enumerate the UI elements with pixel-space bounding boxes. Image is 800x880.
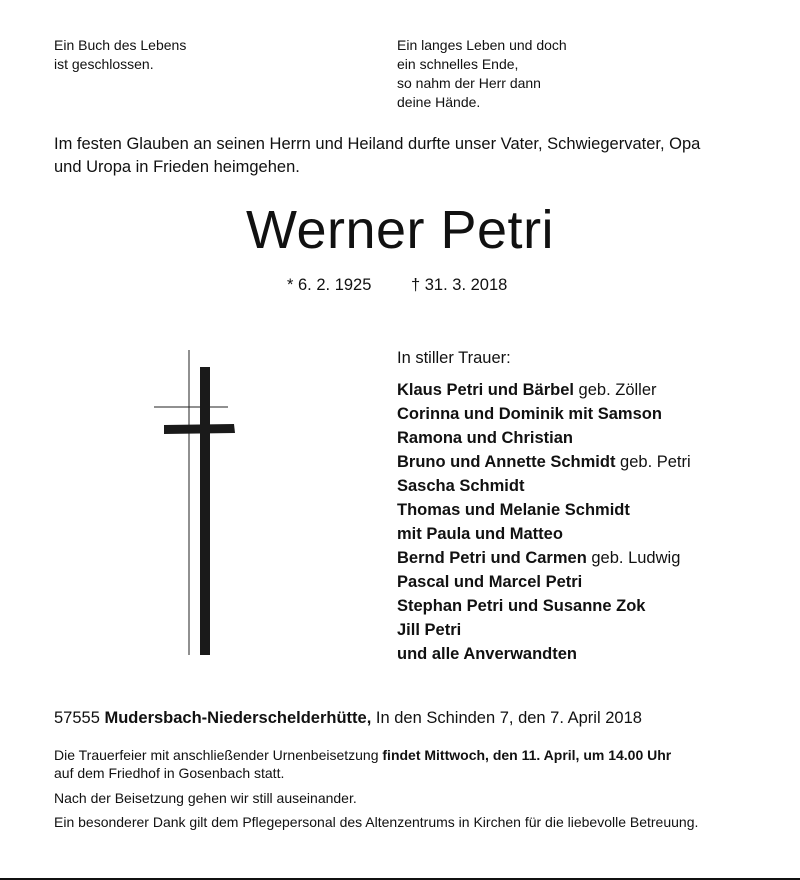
mourner-line: Thomas und Melanie Schmidt: [397, 501, 630, 519]
town: Mudersbach-Niederschelderhütte,: [104, 709, 372, 727]
mourner-line: Stephan Petri und Susanne Zok: [397, 597, 646, 615]
thanks-note: Ein besonderer Dank gilt dem Pflegepersonal des Altenzentrums in Kirchen für die liebevolle Betreuung.: [54, 814, 699, 830]
deceased-name: Werner Petri: [245, 200, 555, 260]
mourner-line: Bernd Petri und Carmen geb. Ludwig: [397, 549, 681, 567]
birth-date: * 6. 2. 1925: [287, 276, 372, 294]
mourner-line: Klaus Petri und Bärbel geb. Zöller: [397, 381, 657, 399]
mourner-line: Corinna und Dominik mit Samson: [397, 405, 662, 423]
death-date: † 31. 3. 2018: [411, 276, 508, 294]
quote-right-line: so nahm der Herr dann: [397, 75, 541, 91]
funeral-info: [54, 746, 746, 782]
address-rest: In den Schinden 7, den 7. April 2018: [371, 709, 642, 727]
quote-right-line: deine Hände.: [397, 94, 481, 110]
mourners-list: [397, 378, 691, 666]
quote-right: [397, 36, 567, 112]
mourner-line: Sascha Schmidt: [397, 477, 525, 495]
intro-text: [54, 133, 754, 179]
funeral-line-1: Die Trauerfeier mit anschließender Urnenbeisetzung findet Mittwoch, den 11. April, um 14.00 Uhr: [54, 747, 672, 763]
mourner-line: mit Paula und Matteo: [397, 525, 563, 543]
mourner-line: Pascal und Marcel Petri: [397, 573, 583, 591]
quote-left: [54, 36, 186, 74]
mourner-line: Ramona und Christian: [397, 429, 574, 447]
zip-code: 57555: [54, 709, 100, 727]
mourner-line: und alle Anverwandten: [397, 645, 578, 663]
quote-left-line: ist geschlossen.: [54, 56, 154, 72]
quote-left-line: Ein Buch des Lebens: [54, 37, 187, 53]
mourning-header: In stiller Trauer:: [397, 349, 511, 367]
address-line: [54, 709, 642, 728]
cross-icon: [150, 345, 250, 660]
mourner-line: Bruno und Annette Schmidt geb. Petri: [397, 453, 691, 471]
intro-line: Im festen Glauben an seinen Herrn und Heiland durfte unser Vater, Schwiegervater, Opa: [54, 135, 701, 153]
mourner-line: Jill Petri: [397, 621, 462, 639]
after-burial-note: Nach der Beisetzung gehen wir still auseinander.: [54, 790, 357, 806]
intro-line: und Uropa in Frieden heimgehen.: [54, 158, 300, 176]
quote-right-line: ein schnelles Ende,: [397, 56, 519, 72]
quote-right-line: Ein langes Leben und doch: [397, 37, 567, 53]
funeral-line-2: auf dem Friedhof in Gosenbach statt.: [54, 765, 285, 781]
